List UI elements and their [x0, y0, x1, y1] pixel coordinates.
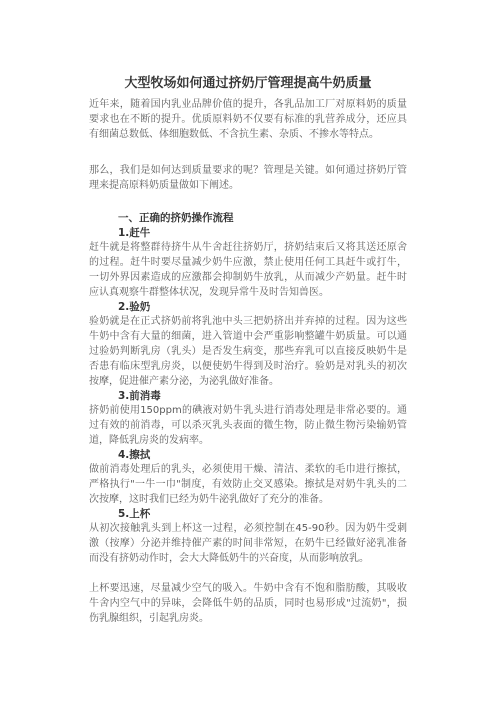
question-paragraph: 那么，我们是如何达到质量要求的呢？管理是关键。如何通过挤奶厅管理来提高原料奶质量做如下阐述。	[89, 165, 407, 191]
step-paragraph-4: 做前消毒处理后的乳头，必须使用干燥、清洁、柔软的毛巾进行擦拭，严格执行"一牛一巾"制度，有效防止交叉感染。擦拭是对奶牛乳头的二次按摩，这时我们已经为奶牛泌乳做好了充分的准备。	[89, 464, 407, 505]
section-heading: 一、正确的挤奶操作流程	[118, 212, 234, 224]
step-paragraph-5a: 从初次接触乳头到上杯这一过程，必须控制在45-90秒。因为奶牛受刺激（按摩）分泌并维持催产素的时间非常短，在奶牛已经做好泌乳准备而没有挤奶动作时，会大大降低奶牛的兴奋度，从而影响放乳。	[89, 523, 407, 564]
step-paragraph-5b: 上杯要迅速，尽量减少空气的吸入。牛奶中含有不饱和脂肪酸，其吸收牛舍内空气中的异味，会降低牛奶的品质，同时也易形成"过流奶"，损伤乳腺组织，引起乳房炎。	[89, 583, 407, 624]
step-heading-3: 3.前消毒	[118, 390, 161, 402]
step-heading-2: 2.验奶	[118, 301, 151, 313]
intro-paragraph: 近年来，随着国内乳业品牌价值的提升，各乳品加工厂对原料奶的质量要求也在不断的提升。优质原料奶不仅要有标准的乳营养成分，还应具有细菌总数低、体细胞数低、不含抗生素、杂质、不掺水等特点。	[89, 99, 407, 140]
step-paragraph-3: 挤奶前使用150ppm的碘液对奶牛乳头进行消毒处理是非常必要的。通过有效的前消毒，可以杀灭乳头表面的微生物，防止微生物污染输奶管道，降低乳房炎的发病率。	[89, 405, 407, 446]
document-title: 大型牧场如何通过挤奶厅管理提高牛奶质量	[124, 76, 372, 91]
step-paragraph-2: 验奶就是在正式挤奶前将乳池中头三把奶挤出并弃掉的过程。因为这些牛奶中含有大量的细菌，进入管道中会严重影响整罐牛奶质量。可以通过验奶判断乳房（乳头）是否发生病变，那些弃乳可以直接反映奶牛是否患有临床型乳房炎，以便使奶牛得到及时治疗。验奶是对乳头的初次按摩，促进催产素分泌，为泌乳做好准备。	[89, 316, 407, 387]
step-heading-5: 5.上杯	[118, 508, 151, 520]
step-heading-1: 1.赶牛	[118, 227, 151, 239]
step-paragraph-1: 赶牛就是将整群待挤牛从牛舍赶往挤奶厅，挤奶结束后又将其送还原舍的过程。赶牛时要尽量减少奶牛应激，禁止使用任何工具赶牛或打牛，一切外界因素造成的应激都会抑制奶牛放乳，从而减少产奶量。赶牛时应认真观察牛群整体状况，发现异常牛及时告知兽医。	[89, 242, 407, 298]
step-heading-4: 4.擦拭	[118, 449, 151, 461]
